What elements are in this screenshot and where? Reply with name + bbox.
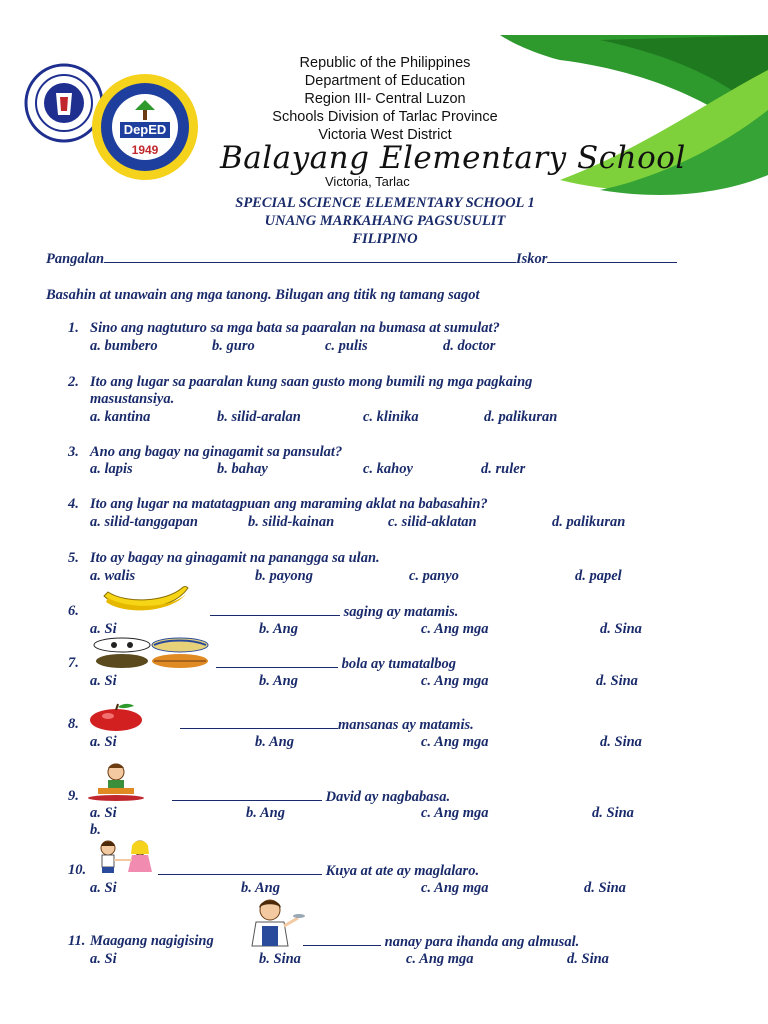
q3-choice-a[interactable]: a. lapis — [90, 461, 133, 477]
exam-title-1: SPECIAL SCIENCE ELEMENTARY SCHOOL 1 — [235, 195, 535, 211]
header-line-4: Schools Division of Tarlac Province — [272, 109, 498, 125]
name-label: Pangalan — [46, 251, 105, 267]
q3-choice-b[interactable]: b. bahay — [217, 461, 268, 477]
q4-choice-c[interactable]: c. silid-aklatan — [388, 514, 477, 530]
school-location: Victoria, Tarlac — [325, 174, 410, 189]
exam-title-2: UNANG MARKAHANG PAGSUSULIT — [264, 213, 506, 229]
question-1-number: 1. — [68, 320, 79, 336]
question-11-text-before: Maagang nagigising — [90, 933, 214, 949]
q2-choice-d[interactable]: d. palikuran — [484, 409, 558, 425]
school-seal-year: 1949 — [131, 143, 159, 157]
balls-icon — [92, 636, 212, 670]
kids-icon — [92, 840, 158, 874]
q9-choice-a[interactable]: a. Si — [90, 805, 117, 821]
question-11-row — [303, 933, 579, 951]
q2-choice-c[interactable]: c. klinika — [363, 409, 419, 425]
question-8-text: mansanas ay matamis. — [338, 717, 474, 733]
q8-blank[interactable] — [180, 716, 338, 729]
question-4-number: 4. — [68, 496, 79, 512]
question-9-row — [172, 788, 450, 806]
q3-choice-c[interactable]: c. kahoy — [363, 461, 413, 477]
q4-choice-b[interactable]: b. silid-kainan — [248, 514, 335, 530]
question-7-row — [216, 655, 456, 673]
q9-extra-label: b. — [90, 822, 101, 838]
question-8-row — [180, 716, 474, 734]
header-line-5: Victoria West District — [318, 127, 452, 143]
q11-choice-c[interactable]: c. Ang mga — [406, 951, 474, 967]
q2-choice-a[interactable]: a. kantina — [90, 409, 151, 425]
q8-choice-b[interactable]: b. Ang — [255, 734, 294, 750]
q7-choice-a[interactable]: a. Si — [90, 673, 117, 689]
question-4-text: Ito ang lugar na matatagpuan ang maraming aklat na babasahin? — [90, 496, 488, 512]
q9-choice-c[interactable]: c. Ang mga — [421, 805, 489, 821]
header-line-2: Department of Education — [304, 73, 466, 89]
question-7-text: bola ay tumatalbog — [341, 656, 457, 672]
question-6-number: 6. — [68, 603, 79, 619]
school-name: Balayang Elementary School — [220, 140, 686, 176]
school-seal-logo-text: DepED — [123, 122, 167, 137]
q3-choice-d[interactable]: d. ruler — [481, 461, 526, 477]
question-5-number: 5. — [68, 550, 79, 566]
question-5-text: Ito ay bagay na ginagamit na panangga sa ulan. — [90, 550, 380, 566]
question-10-number: 10. — [68, 862, 87, 878]
header-line-3: Region III- Central Luzon — [304, 91, 466, 107]
q7-blank[interactable] — [216, 655, 338, 668]
q11-choice-b[interactable]: b. Sina — [259, 951, 301, 967]
question-3-text: Ano ang bagay na ginagamit sa pansulat? — [90, 444, 343, 460]
q11-blank[interactable] — [303, 933, 381, 946]
question-8-number: 8. — [68, 716, 79, 732]
q10-choice-c[interactable]: c. Ang mga — [421, 880, 489, 896]
q1-choice-b[interactable]: b. guro — [212, 338, 255, 354]
q6-choice-d[interactable]: d. Sina — [600, 621, 642, 637]
question-10-text: Kuya at ate ay maglalaro. — [325, 863, 480, 879]
q9-choice-b[interactable]: b. Ang — [246, 805, 285, 821]
question-2-text-cont: masustansiya. — [90, 391, 175, 407]
q10-choice-b[interactable]: b. Ang — [241, 880, 280, 896]
q5-choice-c[interactable]: c. panyo — [409, 568, 459, 584]
q1-choice-a[interactable]: a. bumbero — [90, 338, 158, 354]
boy-reading-icon — [86, 762, 146, 802]
question-9-number: 9. — [68, 788, 79, 804]
q10-choice-a[interactable]: a. Si — [90, 880, 117, 896]
q7-choice-d[interactable]: d. Sina — [596, 673, 638, 689]
question-11-text: nanay para ihanda ang almusal. — [384, 934, 580, 950]
question-6-text: saging ay matamis. — [343, 604, 459, 620]
q1-choice-d[interactable]: d. doctor — [443, 338, 496, 354]
question-6-row — [210, 603, 458, 621]
q8-choice-d[interactable]: d. Sina — [600, 734, 642, 750]
header-line-1: Republic of the Philippines — [299, 55, 471, 71]
q6-choice-b[interactable]: b. Ang — [259, 621, 298, 637]
question-11-number: 11. — [68, 933, 86, 949]
q1-choice-c[interactable]: c. pulis — [325, 338, 368, 354]
q11-choice-a[interactable]: a. Si — [90, 951, 117, 967]
q4-choice-d[interactable]: d. palikuran — [552, 514, 626, 530]
banana-icon — [100, 582, 192, 618]
question-7-number: 7. — [68, 655, 79, 671]
question-3-number: 3. — [68, 444, 79, 460]
question-2-text: Ito ang lugar sa paaralan kung saan gusto mong bumili ng mga pagkaing — [90, 374, 533, 390]
question-2-number: 2. — [68, 374, 79, 390]
q9-choice-d[interactable]: d. Sina — [592, 805, 634, 821]
q9-blank[interactable] — [172, 788, 322, 801]
q5-choice-a[interactable]: a. walis — [90, 568, 136, 584]
q8-choice-c[interactable]: c. Ang mga — [421, 734, 489, 750]
mother-icon — [240, 896, 306, 948]
question-10-row — [158, 862, 479, 880]
q6-choice-a[interactable]: a. Si — [90, 621, 117, 637]
q5-choice-b[interactable]: b. payong — [255, 568, 313, 584]
q11-choice-d[interactable]: d. Sina — [567, 951, 609, 967]
q10-blank[interactable] — [158, 862, 322, 875]
score-label: Iskor — [516, 251, 548, 267]
q8-choice-a[interactable]: a. Si — [90, 734, 117, 750]
exam-subject: FILIPINO — [352, 231, 418, 247]
score-blank[interactable] — [547, 250, 677, 263]
q7-choice-b[interactable]: b. Ang — [259, 673, 298, 689]
question-9-text: David ay nagbabasa. — [325, 789, 451, 805]
q6-choice-c[interactable]: c. Ang mga — [421, 621, 489, 637]
apple-icon — [88, 702, 144, 732]
school-seal-icon — [90, 70, 200, 185]
name-score-row — [46, 250, 677, 268]
q7-choice-c[interactable]: c. Ang mga — [421, 673, 489, 689]
q10-choice-d[interactable]: d. Sina — [584, 880, 626, 896]
question-1-text: Sino ang nagtuturo sa mga bata sa paaralan na bumasa at sumulat? — [90, 320, 500, 336]
q6-blank[interactable] — [210, 603, 340, 616]
q4-choice-a[interactable]: a. silid-tanggapan — [90, 514, 198, 530]
q2-choice-b[interactable]: b. silid-aralan — [217, 409, 301, 425]
instructions: Basahin at unawain ang mga tanong. Bilugan ang titik ng tamang sagot — [46, 287, 480, 303]
name-blank[interactable] — [104, 250, 516, 263]
q5-choice-d[interactable]: d. papel — [575, 568, 622, 584]
